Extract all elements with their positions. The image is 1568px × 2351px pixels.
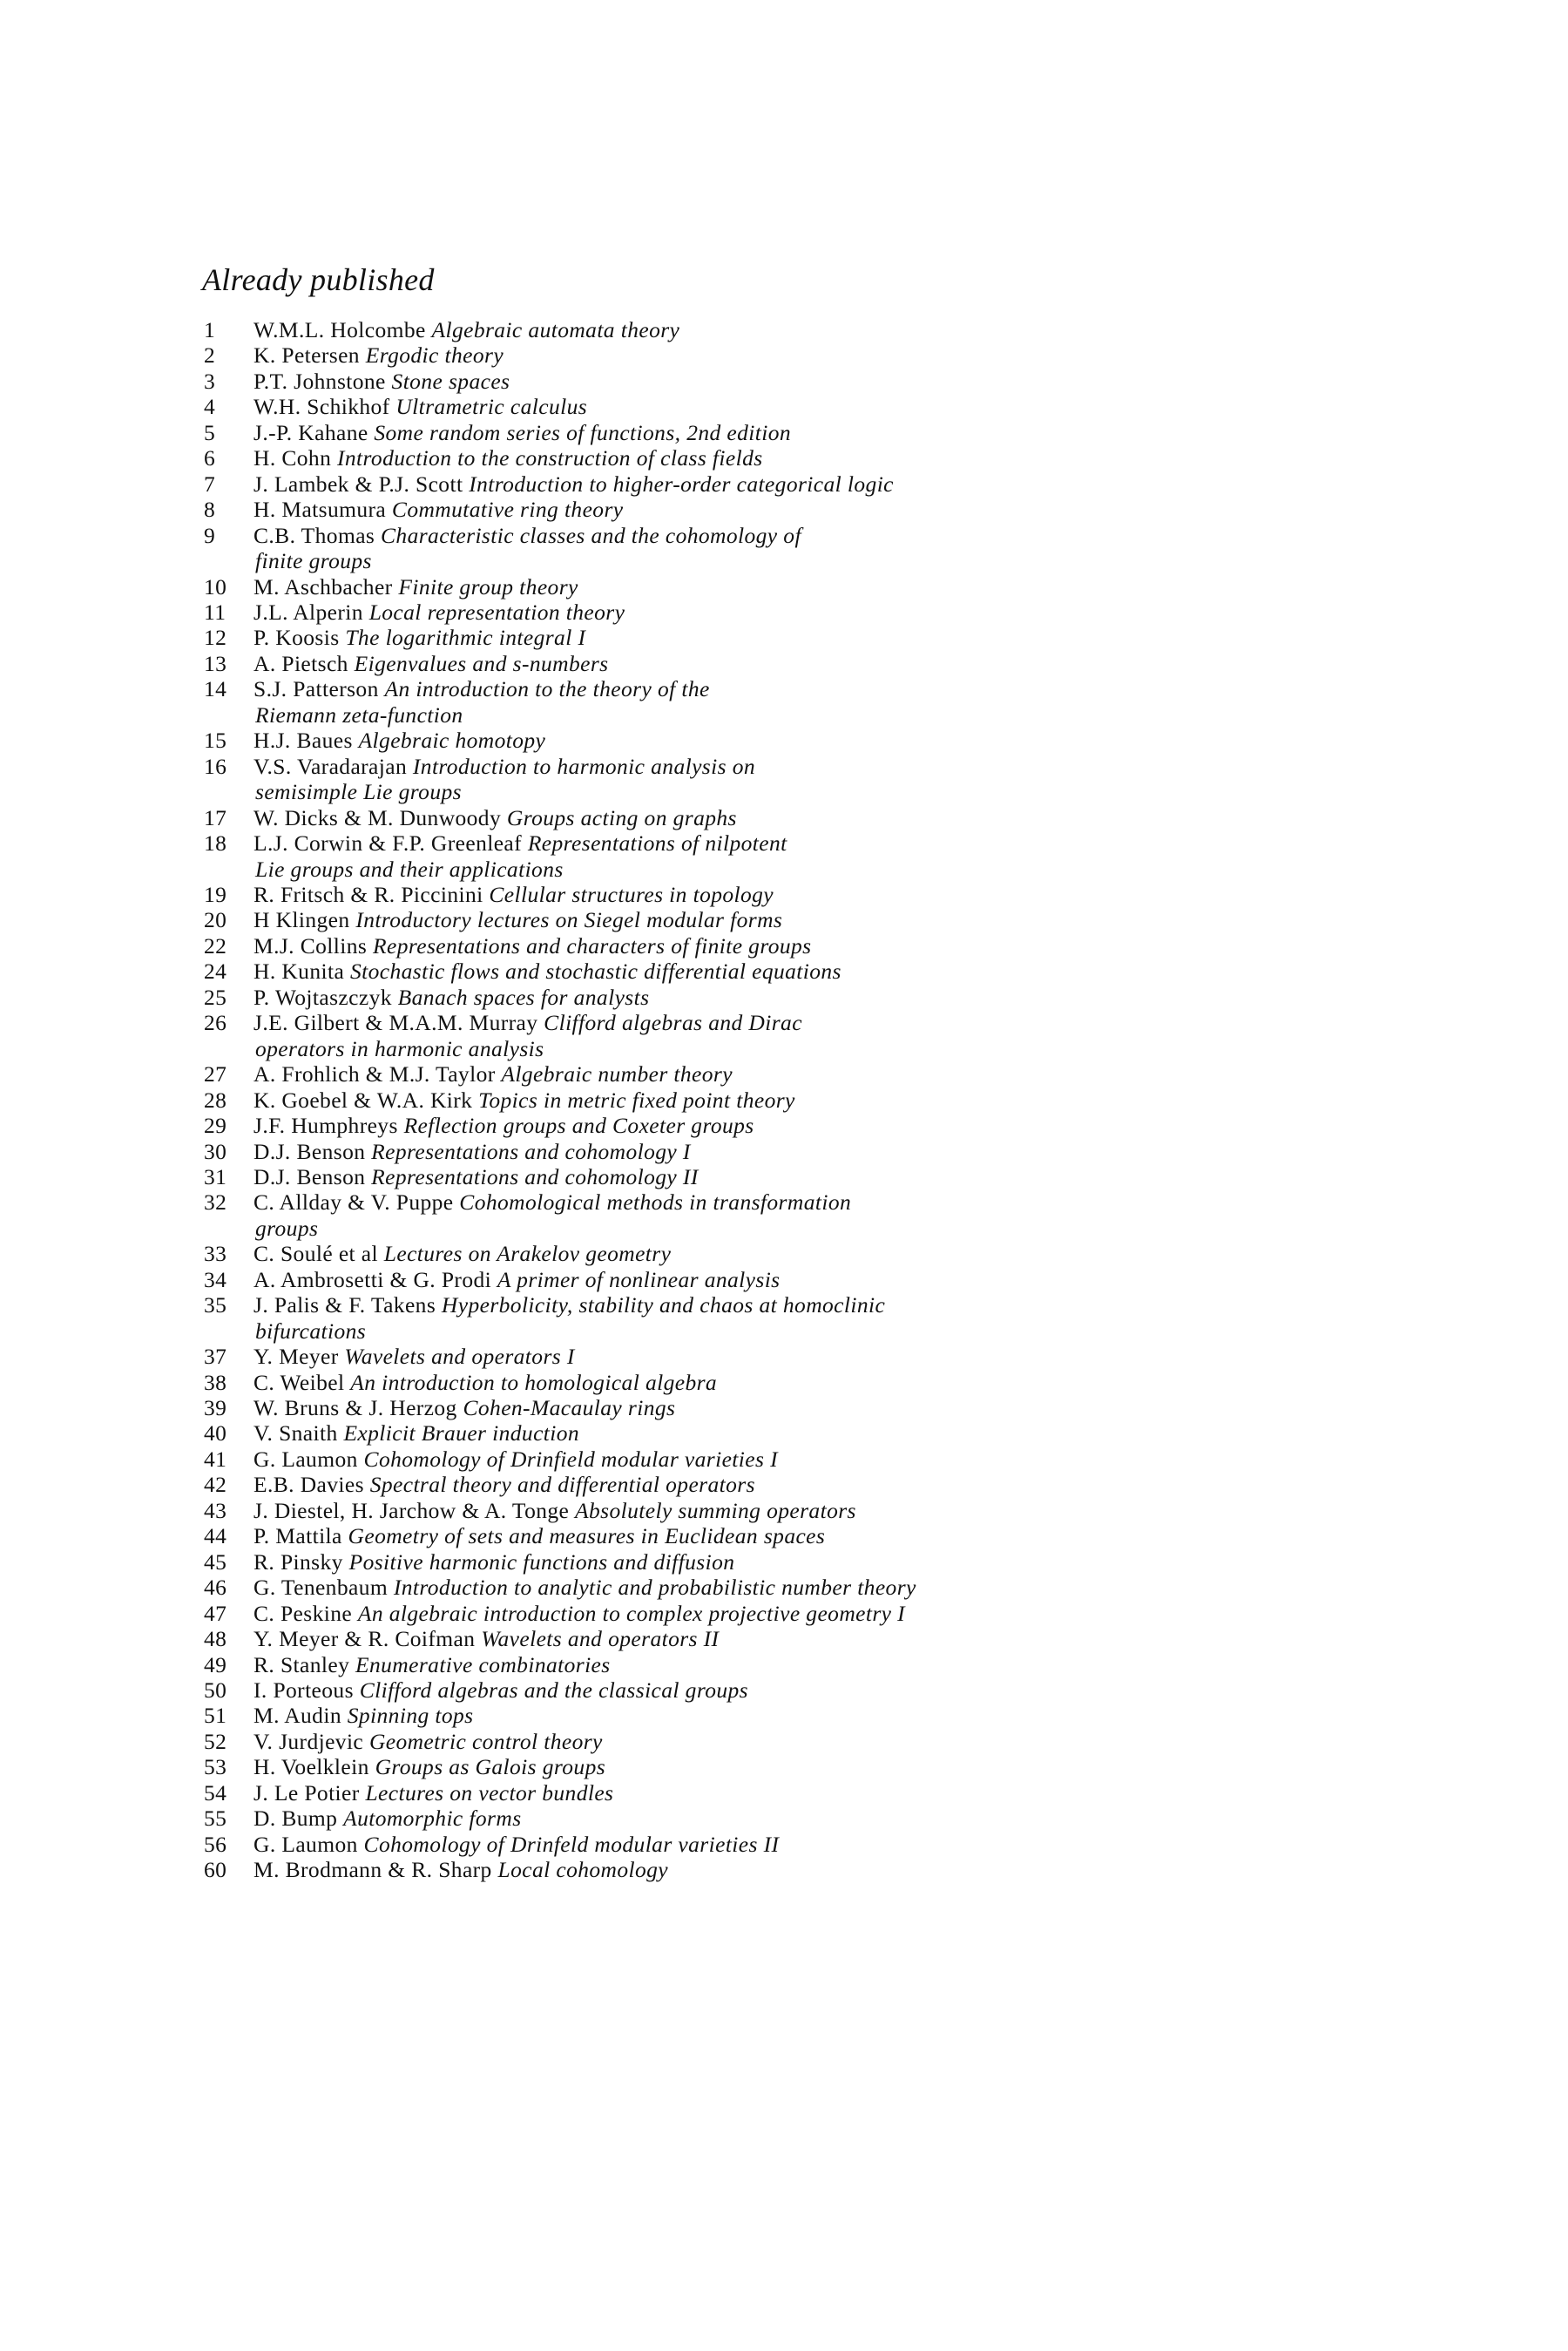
- series-number: 42: [204, 1472, 227, 1498]
- list-item: [204, 1395, 1162, 1420]
- entry-body: [253, 1677, 1162, 1703]
- author: W. Dicks & M. Dunwoody: [253, 804, 502, 830]
- book-title: Stochastic flows and stochastic differential equations: [349, 959, 841, 985]
- book-title: Local cohomology: [497, 1857, 668, 1883]
- series-number: 38: [204, 1369, 227, 1395]
- entry-body: [253, 1164, 1162, 1189]
- author: K. Goebel & W.A. Kirk: [253, 1087, 473, 1113]
- author: R. Stanley: [253, 1651, 350, 1677]
- series-number: 41: [204, 1446, 227, 1472]
- book-title-continuation: semisimple Lie groups: [255, 779, 462, 805]
- series-number: 20: [204, 907, 227, 933]
- book-title: Hyperbolicity, stability and chaos at homoclinic: [441, 1292, 886, 1318]
- series-number: 37: [204, 1344, 227, 1370]
- author: D. Bump: [253, 1806, 338, 1832]
- entry-body: [253, 1267, 1162, 1292]
- series-number: 50: [204, 1677, 227, 1704]
- series-number: 45: [204, 1548, 227, 1575]
- entry-body: [253, 625, 1162, 650]
- book-title: Wavelets and operators I: [344, 1344, 575, 1370]
- list-item: [204, 728, 1162, 753]
- entry-body: [253, 728, 1162, 753]
- list-item: [204, 1139, 1162, 1164]
- book-title: Introductory lectures on Siegel modular forms: [355, 907, 783, 933]
- list-item: [204, 651, 1162, 676]
- book-title: Topics in metric fixed point theory: [478, 1087, 795, 1113]
- list-item: [204, 907, 1162, 932]
- entry-body: [253, 1241, 1162, 1266]
- series-number: 33: [204, 1241, 227, 1267]
- list-item: [204, 523, 1162, 574]
- author: H. Voelklein: [253, 1754, 369, 1780]
- series-number: 30: [204, 1138, 227, 1164]
- list-item: [204, 1523, 1162, 1548]
- book-title: Representations and characters of finite groups: [373, 932, 812, 959]
- entry-body: [253, 933, 1162, 959]
- list-item: [204, 1729, 1162, 1754]
- author: A. Ambrosetti & G. Prodi: [253, 1266, 492, 1292]
- list-item: [204, 1010, 1162, 1061]
- entry-body: [253, 882, 1162, 907]
- author: P.T. Johnstone: [253, 368, 386, 394]
- list-item: [204, 574, 1162, 600]
- page-heading: Already published: [202, 262, 435, 297]
- book-title: The logarithmic integral I: [345, 625, 586, 651]
- entry-body: [253, 985, 1162, 1010]
- entry-body: [253, 1395, 1162, 1420]
- author: H.J. Baues: [253, 728, 353, 754]
- entry-body: [253, 523, 1162, 574]
- book-title: An algebraic introduction to complex projective geometry I: [357, 1600, 906, 1626]
- entry-body: [253, 959, 1162, 984]
- book-title: Introduction to higher-order categorical logic: [469, 471, 894, 497]
- author: W.H. Schikhof: [253, 394, 390, 420]
- book-title: Some random series of functions, 2nd edition: [374, 419, 792, 445]
- list-item: [204, 805, 1162, 830]
- series-number: 2: [204, 342, 216, 369]
- book-title: Banach spaces for analysts: [397, 984, 650, 1010]
- author: E.B. Davies: [253, 1472, 364, 1498]
- book-title: Cohomology of Drinfeld modular varieties II: [363, 1831, 780, 1857]
- series-number: 17: [204, 804, 227, 830]
- book-title: Introduction to the construction of class fields: [337, 445, 763, 471]
- book-title: Absolutely summing operators: [575, 1497, 856, 1523]
- series-number: 9: [204, 522, 216, 548]
- entry-body: [253, 676, 1162, 728]
- book-title: Clifford algebras and the classical groups: [359, 1677, 748, 1704]
- author: V. Jurdjevic: [253, 1728, 364, 1754]
- author: C. Soulé et al: [253, 1241, 378, 1267]
- list-item: [204, 1420, 1162, 1446]
- book-title: Reflection groups and Coxeter groups: [403, 1113, 754, 1139]
- entry-body: [253, 1061, 1162, 1087]
- list-item: [204, 420, 1162, 445]
- author: M. Brodmann & R. Sharp: [253, 1857, 492, 1883]
- book-title: Positive harmonic functions and diffusion: [348, 1548, 735, 1575]
- entry-body: [253, 1420, 1162, 1446]
- series-number: 43: [204, 1497, 227, 1523]
- series-number: 6: [204, 445, 216, 471]
- list-item: [204, 1857, 1162, 1882]
- series-number: 7: [204, 471, 216, 497]
- author: V.S. Varadarajan: [253, 753, 408, 779]
- series-number: 56: [204, 1831, 227, 1857]
- series-number: 51: [204, 1703, 227, 1729]
- series-number: 14: [204, 676, 227, 702]
- list-item: [204, 1292, 1162, 1344]
- series-number: 29: [204, 1113, 227, 1139]
- publication-list: [204, 317, 1162, 1883]
- list-item: [204, 1677, 1162, 1703]
- series-number: 55: [204, 1806, 227, 1832]
- list-item: [204, 830, 1162, 882]
- entry-body: [253, 369, 1162, 394]
- entry-body: [253, 445, 1162, 471]
- series-number: 49: [204, 1651, 227, 1677]
- book-title: Representations and cohomology I: [371, 1138, 691, 1164]
- entry-body: [253, 1472, 1162, 1497]
- entry-body: [253, 651, 1162, 676]
- series-number: 8: [204, 497, 216, 523]
- list-item: [204, 317, 1162, 342]
- list-item: [204, 1626, 1162, 1651]
- author: C. Weibel: [253, 1369, 345, 1395]
- book-title: Ergodic theory: [365, 342, 504, 369]
- series-number: 44: [204, 1523, 227, 1549]
- book-title-continuation: operators in harmonic analysis: [255, 1035, 544, 1061]
- entry-body: [253, 1832, 1162, 1857]
- series-number: 34: [204, 1266, 227, 1292]
- book-title: An introduction to homological algebra: [350, 1369, 718, 1395]
- entry-body: [253, 1498, 1162, 1523]
- series-number: 32: [204, 1189, 227, 1216]
- entry-body: [253, 394, 1162, 419]
- entry-body: [253, 471, 1162, 497]
- entry-body: [253, 754, 1162, 805]
- list-item: [204, 1832, 1162, 1857]
- series-number: 46: [204, 1575, 227, 1601]
- author: S.J. Patterson: [253, 676, 379, 702]
- list-item: [204, 1806, 1162, 1831]
- author: C. Allday & V. Puppe: [253, 1189, 454, 1216]
- book-title: Geometric control theory: [368, 1728, 603, 1754]
- list-item: [204, 985, 1162, 1010]
- book-title: A primer of nonlinear analysis: [497, 1266, 781, 1292]
- list-item: [204, 1087, 1162, 1113]
- author: Y. Meyer & R. Coifman: [253, 1626, 476, 1652]
- entry-body: [253, 1703, 1162, 1728]
- author: C. Peskine: [253, 1600, 353, 1626]
- author: I. Porteous: [253, 1677, 354, 1704]
- book-title: Ultrametric calculus: [395, 394, 588, 420]
- author: K. Petersen: [253, 342, 360, 369]
- entry-body: [253, 1139, 1162, 1164]
- author: J.F. Humphreys: [253, 1113, 398, 1139]
- list-item: [204, 1113, 1162, 1138]
- entry-body: [253, 1729, 1162, 1754]
- list-item: [204, 1370, 1162, 1395]
- series-number: 40: [204, 1420, 227, 1447]
- author: D.J. Benson: [253, 1138, 366, 1164]
- entry-body: [253, 574, 1162, 600]
- list-item: [204, 1652, 1162, 1677]
- author: W.M.L. Holcombe: [253, 317, 426, 342]
- author: R. Fritsch & R. Piccinini: [253, 881, 483, 907]
- book-title: Representations and cohomology II: [371, 1163, 699, 1189]
- list-item: [204, 497, 1162, 522]
- book-title: Local representation theory: [368, 599, 625, 625]
- book-title: Enumerative combinatories: [355, 1651, 611, 1677]
- list-item: [204, 1472, 1162, 1497]
- author: V. Snaith: [253, 1420, 338, 1447]
- series-number: 11: [204, 599, 226, 625]
- series-number: 60: [204, 1857, 227, 1883]
- list-item: [204, 1447, 1162, 1472]
- entry-body: [253, 907, 1162, 932]
- entry-body: [253, 1292, 1162, 1344]
- list-item: [204, 445, 1162, 471]
- author: M. Aschbacher: [253, 573, 393, 600]
- author: G. Tenenbaum: [253, 1575, 389, 1601]
- author: P. Mattila: [253, 1523, 342, 1549]
- series-number: 39: [204, 1395, 227, 1421]
- list-item: [204, 342, 1162, 368]
- list-item: [204, 1344, 1162, 1369]
- book-title: Finite group theory: [398, 573, 578, 600]
- book-title: Wavelets and operators II: [481, 1626, 720, 1652]
- series-number: 5: [204, 419, 216, 445]
- list-item: [204, 959, 1162, 984]
- author: H Klingen: [253, 907, 350, 933]
- series-number: 25: [204, 984, 227, 1010]
- list-item: [204, 1549, 1162, 1575]
- list-item: [204, 933, 1162, 959]
- author: D.J. Benson: [253, 1163, 366, 1189]
- entry-body: [253, 1806, 1162, 1831]
- book-title: Explicit Brauer induction: [343, 1420, 580, 1447]
- entry-body: [253, 1549, 1162, 1575]
- list-item: [204, 1703, 1162, 1728]
- author: W. Bruns & J. Herzog: [253, 1395, 457, 1421]
- author: J. Palis & F. Takens: [253, 1292, 436, 1318]
- book-title: Stone spaces: [391, 368, 510, 394]
- entry-body: [253, 1652, 1162, 1677]
- entry-body: [253, 1189, 1162, 1241]
- list-item: [204, 1601, 1162, 1626]
- series-number: 24: [204, 959, 227, 985]
- list-item: [204, 1780, 1162, 1806]
- book-title-continuation: finite groups: [255, 548, 372, 574]
- author: A. Pietsch: [253, 650, 348, 676]
- entry-body: [253, 1113, 1162, 1138]
- book-title-continuation: Riemann zeta-function: [255, 701, 463, 728]
- series-number: 19: [204, 881, 227, 907]
- list-item: [204, 471, 1162, 497]
- list-item: [204, 754, 1162, 805]
- book-title: Groups acting on graphs: [506, 804, 737, 830]
- author: J.L. Alperin: [253, 599, 363, 625]
- book-title: Spinning tops: [347, 1703, 474, 1729]
- book-title: Cohomological methods in transformation: [459, 1189, 852, 1216]
- author: J.-P. Kahane: [253, 419, 368, 445]
- entry-body: [253, 420, 1162, 445]
- entry-body: [253, 1370, 1162, 1395]
- entry-body: [253, 1626, 1162, 1651]
- book-title: An introduction to the theory of the: [384, 676, 710, 702]
- author: G. Laumon: [253, 1831, 358, 1857]
- entry-body: [253, 1754, 1162, 1779]
- book-title: Automorphic forms: [343, 1806, 522, 1832]
- author: R. Pinsky: [253, 1548, 343, 1575]
- series-number: 22: [204, 932, 227, 959]
- series-number: 54: [204, 1779, 227, 1806]
- entry-body: [253, 317, 1162, 342]
- book-title: Groups as Galois groups: [375, 1754, 606, 1780]
- series-number: 4: [204, 394, 216, 420]
- author: M. Audin: [253, 1703, 341, 1729]
- author: M.J. Collins: [253, 932, 368, 959]
- series-number: 31: [204, 1163, 227, 1189]
- series-number: 16: [204, 753, 227, 779]
- book-title-continuation: bifurcations: [255, 1318, 367, 1344]
- book-title: Algebraic homotopy: [358, 728, 546, 754]
- book-title: Cohen-Macaulay rings: [463, 1395, 676, 1421]
- series-number: 27: [204, 1061, 227, 1087]
- entry-body: [253, 1010, 1162, 1061]
- author: J. Le Potier: [253, 1779, 360, 1806]
- book-title: Algebraic automata theory: [431, 317, 680, 342]
- list-item: [204, 600, 1162, 625]
- author: A. Frohlich & M.J. Taylor: [253, 1061, 496, 1087]
- list-item: [204, 676, 1162, 728]
- entry-body: [253, 342, 1162, 368]
- series-number: 26: [204, 1010, 227, 1036]
- author: J.E. Gilbert & M.A.M. Murray: [253, 1010, 538, 1036]
- author: H. Cohn: [253, 445, 332, 471]
- author: G. Laumon: [253, 1446, 358, 1472]
- author: P. Wojtaszczyk: [253, 984, 392, 1010]
- author: L.J. Corwin & F.P. Greenleaf: [253, 830, 523, 857]
- book-title: Eigenvalues and s-numbers: [354, 650, 609, 676]
- series-number: 15: [204, 728, 227, 754]
- author: Y. Meyer: [253, 1344, 339, 1370]
- series-number: 52: [204, 1728, 227, 1754]
- list-item: [204, 1754, 1162, 1779]
- list-item: [204, 882, 1162, 907]
- book-title: Commutative ring theory: [391, 497, 624, 523]
- entry-body: [253, 805, 1162, 830]
- list-item: [204, 1164, 1162, 1189]
- series-number: 1: [204, 317, 216, 342]
- book-title: Lectures on vector bundles: [365, 1779, 614, 1806]
- book-title: Geometry of sets and measures in Euclidean spaces: [348, 1523, 826, 1549]
- series-number: 53: [204, 1754, 227, 1780]
- series-number: 47: [204, 1600, 227, 1626]
- author: J. Diestel, H. Jarchow & A. Tonge: [253, 1497, 570, 1523]
- series-number: 48: [204, 1626, 227, 1652]
- series-number: 10: [204, 573, 227, 600]
- book-title: Clifford algebras and Dirac: [544, 1010, 802, 1036]
- book-title: Algebraic number theory: [501, 1061, 733, 1087]
- book-title: Cohomology of Drinfield modular varieties I: [363, 1446, 778, 1472]
- entry-body: [253, 1780, 1162, 1806]
- list-item: [204, 625, 1162, 650]
- series-number: 12: [204, 625, 227, 651]
- book-title: Characteristic classes and the cohomology of: [381, 522, 801, 548]
- author: J. Lambek & P.J. Scott: [253, 471, 463, 497]
- series-number: 35: [204, 1292, 227, 1318]
- series-number: 3: [204, 368, 216, 394]
- series-number: 13: [204, 650, 227, 676]
- author: P. Koosis: [253, 625, 340, 651]
- list-item: [204, 369, 1162, 394]
- entry-body: [253, 497, 1162, 522]
- series-number: 18: [204, 830, 227, 857]
- list-item: [204, 1498, 1162, 1523]
- author: H. Matsumura: [253, 497, 387, 523]
- book-title: Cellular structures in topology: [489, 881, 774, 907]
- entry-body: [253, 1575, 1162, 1600]
- list-item: [204, 1241, 1162, 1266]
- list-item: [204, 1061, 1162, 1087]
- entry-body: [253, 1857, 1162, 1882]
- book-title-continuation: groups: [255, 1215, 319, 1241]
- entry-body: [253, 830, 1162, 882]
- entry-body: [253, 1523, 1162, 1548]
- entry-body: [253, 1447, 1162, 1472]
- book-title: Lectures on Arakelov geometry: [383, 1241, 672, 1267]
- list-item: [204, 1575, 1162, 1600]
- entry-body: [253, 1087, 1162, 1113]
- author: C.B. Thomas: [253, 522, 375, 548]
- book-title-continuation: Lie groups and their applications: [255, 856, 564, 882]
- entry-body: [253, 1601, 1162, 1626]
- entry-body: [253, 1344, 1162, 1369]
- entry-body: [253, 600, 1162, 625]
- list-item: [204, 1189, 1162, 1241]
- series-number: 28: [204, 1087, 227, 1113]
- book-title: Introduction to analytic and probabilistic number theory: [393, 1575, 916, 1601]
- list-item: [204, 394, 1162, 419]
- book-title: Introduction to harmonic analysis on: [412, 753, 756, 779]
- list-item: [204, 1267, 1162, 1292]
- book-title: Representations of nilpotent: [527, 830, 787, 857]
- book-title: Spectral theory and differential operators: [369, 1472, 755, 1498]
- author: H. Kunita: [253, 959, 345, 985]
